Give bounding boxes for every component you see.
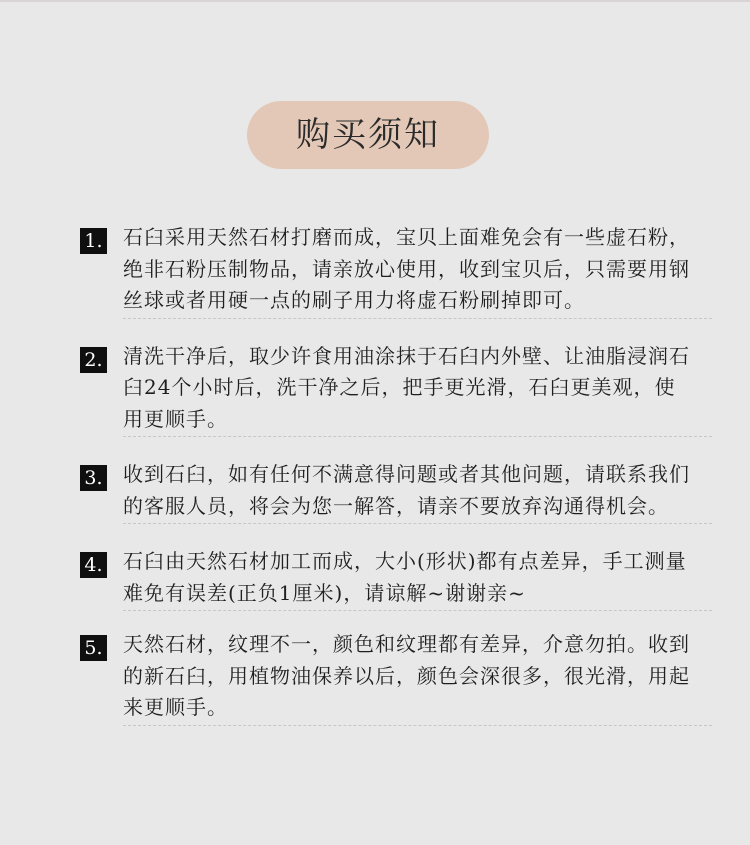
notice-item-1 <box>80 222 690 317</box>
notice-item-3 <box>80 459 690 522</box>
item-number-badge: 2. <box>80 347 107 373</box>
item-number-badge: 4. <box>80 552 107 578</box>
notice-text: 石臼采用天然石材打磨而成，宝贝上面难免会有一些虚石粉，绝非石粉压制物品，请亲放心使用，收到宝贝后，只需要用钢丝球或者用硬一点的刷子用力将虚石粉刷掉即可。 <box>123 222 690 317</box>
notice-item-4 <box>80 546 690 609</box>
notice-text: 清洗干净后，取少许食用油涂抹于石臼内外壁、让油脂浸润石臼24个小时后，洗干净之后，把手更光滑，石臼更美观，使用更顺手。 <box>123 341 690 436</box>
notice-list <box>80 222 690 724</box>
page-title: 购买须知 <box>296 115 440 155</box>
notice-text: 收到石臼，如有任何不满意得问题或者其他问题，请联系我们的客服人员，将会为您一解答，请亲不要放弃沟通得机会。 <box>123 459 690 522</box>
notice-item-5 <box>80 629 690 724</box>
item-number-badge: 5. <box>80 635 107 661</box>
notice-text: 天然石材，纹理不一，颜色和纹理都有差异，介意勿拍。收到的新石臼，用植物油保养以后，颜色会深很多，很光滑，用起来更顺手。 <box>123 629 690 724</box>
notice-item-2 <box>80 341 690 436</box>
item-number-badge: 3. <box>80 465 107 491</box>
item-number-badge: 1. <box>80 228 107 254</box>
title-badge <box>247 101 489 169</box>
top-divider <box>0 0 750 2</box>
notice-text: 石臼由天然石材加工而成，大小(形状)都有点差异，手工测量难免有误差(正负1厘米)，请谅解~谢谢亲~ <box>123 546 690 609</box>
